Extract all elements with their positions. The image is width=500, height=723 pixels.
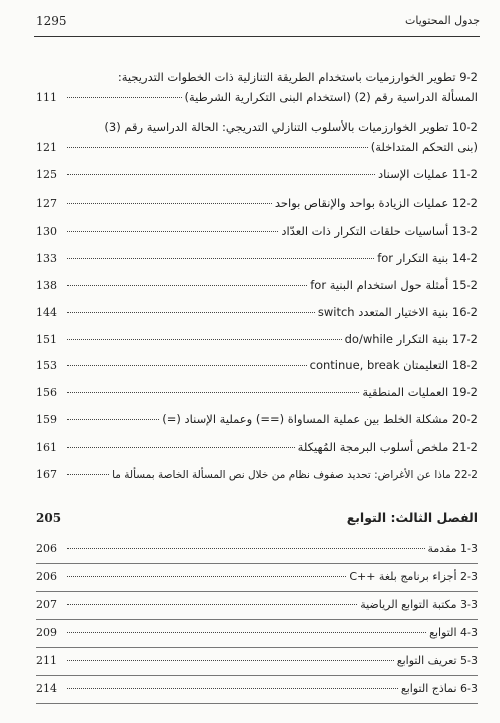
dot-leader — [67, 285, 307, 286]
toc-entry-13-2[interactable] — [36, 224, 478, 241]
toc-entry-line: 10-2 تطوير الخوارزميات بالأسلوب التنازلي التدريجي: الحالة الدراسية رقم (3) — [104, 120, 478, 134]
running-title: جدول المحتويات — [404, 14, 480, 27]
toc-entry-title: 16-2 بنية الاختيار المتعدد switch — [317, 305, 478, 319]
toc-page-number: 161 — [36, 441, 57, 454]
dot-leader — [67, 604, 357, 605]
toc-page-number: 167 — [36, 468, 57, 481]
dot-leader — [67, 203, 272, 204]
dot-leader — [67, 231, 278, 232]
toc-page-number: 209 — [36, 626, 57, 639]
toc-entry-4-3[interactable] — [36, 626, 478, 643]
toc-entry-title: 11-2 عمليات الإسناد — [377, 167, 478, 181]
toc-page-number: 138 — [36, 279, 57, 292]
chapter-title: الفصل الثالث: التوابع — [346, 510, 478, 525]
toc-entry-title: 4-3 التوابع — [429, 626, 478, 639]
toc-entry-2-3[interactable] — [36, 570, 478, 587]
toc-entry-title: المسألة الدراسية رقم (2) (استخدام البنى التكرارية الشرطية) — [184, 90, 478, 104]
toc-entry-16-2[interactable] — [36, 305, 478, 322]
toc-page-number: 211 — [36, 654, 57, 667]
toc-entry-title: 12-2 عمليات الزيادة بواحد والإنقاص بواحد — [274, 196, 478, 210]
toc-entry-title: 6-3 نماذج التوابع — [400, 682, 478, 695]
toc-page-number: 133 — [36, 252, 57, 265]
toc-entry-title: 17-2 بنية التكرار do/while — [344, 332, 478, 346]
dot-leader — [67, 632, 426, 633]
toc-entry-title: 1-3 مقدمة — [427, 542, 478, 555]
dot-leader — [67, 312, 315, 313]
toc-page-number: 127 — [36, 197, 57, 210]
toc-page-number: 111 — [36, 91, 57, 104]
toc-entry-17-2[interactable] — [36, 332, 478, 349]
chapter-heading[interactable] — [36, 510, 478, 527]
toc-entry-18-2[interactable] — [36, 358, 478, 375]
toc-page-number: 206 — [36, 570, 57, 583]
toc-page-number: 125 — [36, 168, 57, 181]
toc-page-number: 206 — [36, 542, 57, 555]
dot-leader — [67, 365, 307, 366]
toc-page-number: 207 — [36, 598, 57, 611]
toc-page-number: 151 — [36, 333, 57, 346]
dot-leader — [67, 174, 375, 175]
toc-entry-1-3[interactable] — [36, 542, 478, 559]
dot-leader — [67, 688, 398, 689]
page-number: 1295 — [36, 14, 67, 28]
toc-entry-6-3[interactable] — [36, 682, 478, 699]
toc-entry-title: 22-2 ماذا عن الأغراض: تحديد صفوف نظام من خلال نص المسألة الخاصة بمسألة ما — [112, 469, 478, 481]
toc-entry-title: 2-3 أجزاء برنامج بلغة ++C — [349, 570, 478, 583]
dot-leader — [67, 447, 295, 448]
toc-entry-title: 20-2 مشكلة الخلط بين عملية المساواة (==) وعملية الإسناد (=) — [162, 412, 478, 426]
dot-leader — [67, 474, 109, 475]
toc-entry-20-2[interactable] — [36, 412, 478, 429]
toc-entry-15-2[interactable] — [36, 278, 478, 295]
toc-entry-9-2[interactable] — [36, 70, 478, 107]
dot-leader — [67, 258, 374, 259]
dot-leader — [67, 419, 159, 420]
toc-entry-title: 3-3 مكتبة التوابع الرياضية — [360, 598, 478, 611]
entry-rule — [36, 591, 478, 592]
toc-entry-title: (بنى التحكم المتداخلة) — [370, 140, 478, 154]
chapter-page-number: 205 — [36, 511, 62, 525]
header-rule — [34, 36, 480, 37]
toc-entry-14-2[interactable] — [36, 251, 478, 268]
dot-leader — [67, 576, 346, 577]
toc-entry-line: 9-2 تطوير الخوارزميات باستخدام الطريقة التنازلية ذات الخطوات التدريجية: — [117, 70, 478, 84]
dot-leader — [67, 660, 394, 661]
toc-page-number: 156 — [36, 386, 57, 399]
entry-rule — [36, 619, 478, 620]
dot-leader — [67, 339, 342, 340]
toc-page-number: 214 — [36, 682, 57, 695]
entry-rule — [36, 703, 478, 704]
toc-entry-title: 5-3 تعريف التوابع — [396, 654, 478, 667]
toc-page-number: 121 — [36, 141, 57, 154]
toc-page-number: 159 — [36, 413, 57, 426]
toc-entry-12-2[interactable] — [36, 196, 478, 213]
toc-entry-title: 13-2 أساسيات حلقات التكرار ذات العدّاد — [281, 224, 478, 238]
dot-leader — [67, 548, 425, 549]
toc-entry-title: 14-2 بنية التكرار for — [377, 251, 478, 265]
entry-rule — [36, 563, 478, 564]
dot-leader — [67, 97, 182, 98]
toc-entry-3-3[interactable] — [36, 598, 478, 615]
toc-page-number: 153 — [36, 359, 57, 372]
toc-entry-22-2[interactable] — [36, 468, 478, 485]
toc-entry-title: 15-2 أمثلة حول استخدام البنية for — [310, 278, 478, 292]
dot-leader — [67, 147, 368, 148]
toc-entry-title: 21-2 ملخص أسلوب البرمجة المُهيكلة — [297, 440, 478, 454]
toc-entry-5-3[interactable] — [36, 654, 478, 671]
toc-page-number: 144 — [36, 306, 57, 319]
toc-entry-title: 19-2 العمليات المنطقية — [362, 385, 478, 399]
toc-entry-21-2[interactable] — [36, 440, 478, 457]
toc-entry-10-2[interactable] — [36, 120, 478, 157]
toc-entry-19-2[interactable] — [36, 385, 478, 402]
dot-leader — [67, 392, 359, 393]
toc-entry-title: 18-2 التعليمتان continue, break — [309, 358, 478, 372]
entry-rule — [36, 675, 478, 676]
toc-entry-11-2[interactable] — [36, 167, 478, 184]
page-header — [36, 12, 480, 36]
toc-page-number: 130 — [36, 225, 57, 238]
entry-rule — [36, 647, 478, 648]
